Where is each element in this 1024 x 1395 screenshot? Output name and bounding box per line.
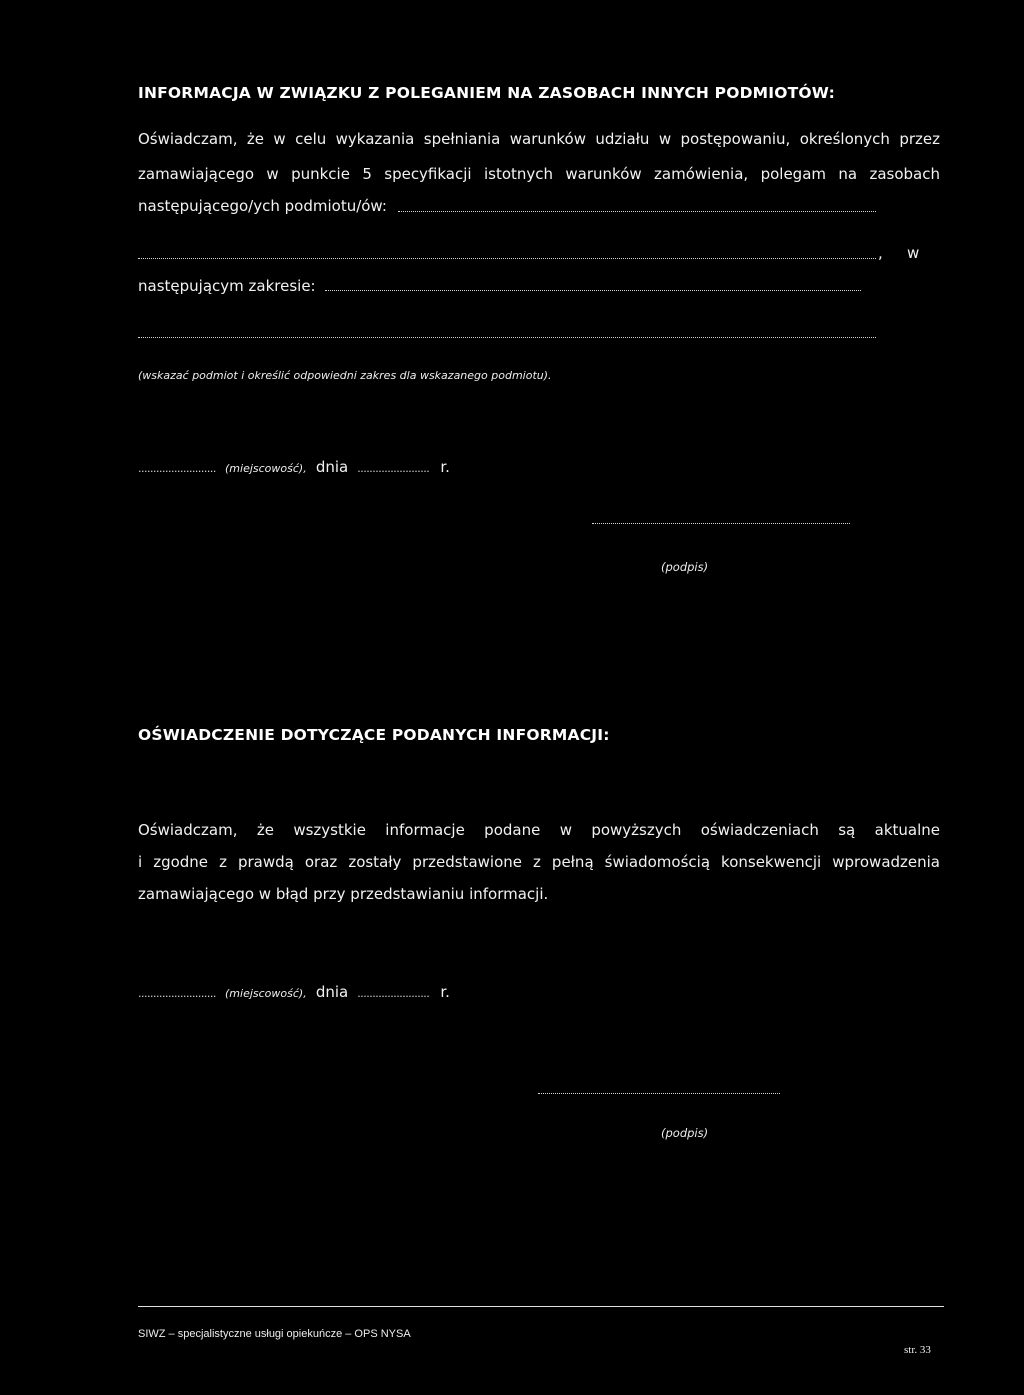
section1-paragraph-line2: zamawiającego w punkcie 5 specyfikacji istotnych warunków zamówienia, polegam na zasobach xyxy=(138,165,940,183)
date-field[interactable]: ........................ xyxy=(357,462,430,475)
place-label: (miejscowość), xyxy=(225,987,307,1000)
entity-label: następującego/ych podmiotu/ów: xyxy=(138,197,387,215)
year-suffix: r. xyxy=(440,983,450,1001)
section2-paragraph-line3: zamawiającego w błąd przy przedstawianiu informacji. xyxy=(138,885,549,903)
place-field[interactable]: .......................... xyxy=(138,462,216,475)
entity-line-comma: , xyxy=(878,244,883,262)
signature-label: (podpis) xyxy=(661,1126,709,1140)
section2-paragraph-line2: i zgodne z prawdą oraz zostały przedstawione z pełną świadomością konsekwencji wprowadzenia xyxy=(138,853,940,871)
place-label: (miejscowość), xyxy=(225,462,307,475)
section2-heading: OŚWIADCZENIE DOTYCZĄCE PODANYCH INFORMACJI: xyxy=(138,726,610,744)
scope-label: następującym zakresie: xyxy=(138,277,316,295)
footer-divider xyxy=(138,1306,944,1307)
place-field[interactable]: .......................... xyxy=(138,987,216,1000)
place-date-row-1 xyxy=(138,457,450,476)
scope-field-continued[interactable] xyxy=(138,337,876,338)
signature-field[interactable] xyxy=(592,523,850,524)
date-field[interactable]: ........................ xyxy=(357,987,430,1000)
page-number: str. 33 xyxy=(904,1344,931,1356)
entity-name-field[interactable] xyxy=(398,211,876,212)
date-word: dnia xyxy=(315,458,349,476)
signature-label: (podpis) xyxy=(661,560,709,574)
entity-line-w: w xyxy=(907,244,920,262)
scope-field[interactable] xyxy=(325,290,861,291)
year-suffix: r. xyxy=(440,458,450,476)
section1-paragraph-line1: Oświadczam, że w celu wykazania spełniania warunków udziału w postępowaniu, określonych przez xyxy=(138,130,940,148)
section1-hint: (wskazać podmiot i określić odpowiedni zakres dla wskazanego podmiotu). xyxy=(138,369,552,382)
section2-paragraph-line1: Oświadczam, że wszystkie informacje podane w powyższych oświadczeniach są aktualne xyxy=(138,821,940,839)
signature-field[interactable] xyxy=(538,1093,780,1094)
place-date-row-2 xyxy=(138,982,450,1001)
section1-heading: INFORMACJA W ZWIĄZKU Z POLEGANIEM NA ZASOBACH INNYCH PODMIOTÓW: xyxy=(138,84,836,102)
entity-name-field-continued[interactable] xyxy=(138,258,876,259)
date-word: dnia xyxy=(315,983,349,1001)
footer-title: SIWZ – specjalistyczne usługi opiekuńcze – OPS NYSA xyxy=(138,1328,411,1340)
